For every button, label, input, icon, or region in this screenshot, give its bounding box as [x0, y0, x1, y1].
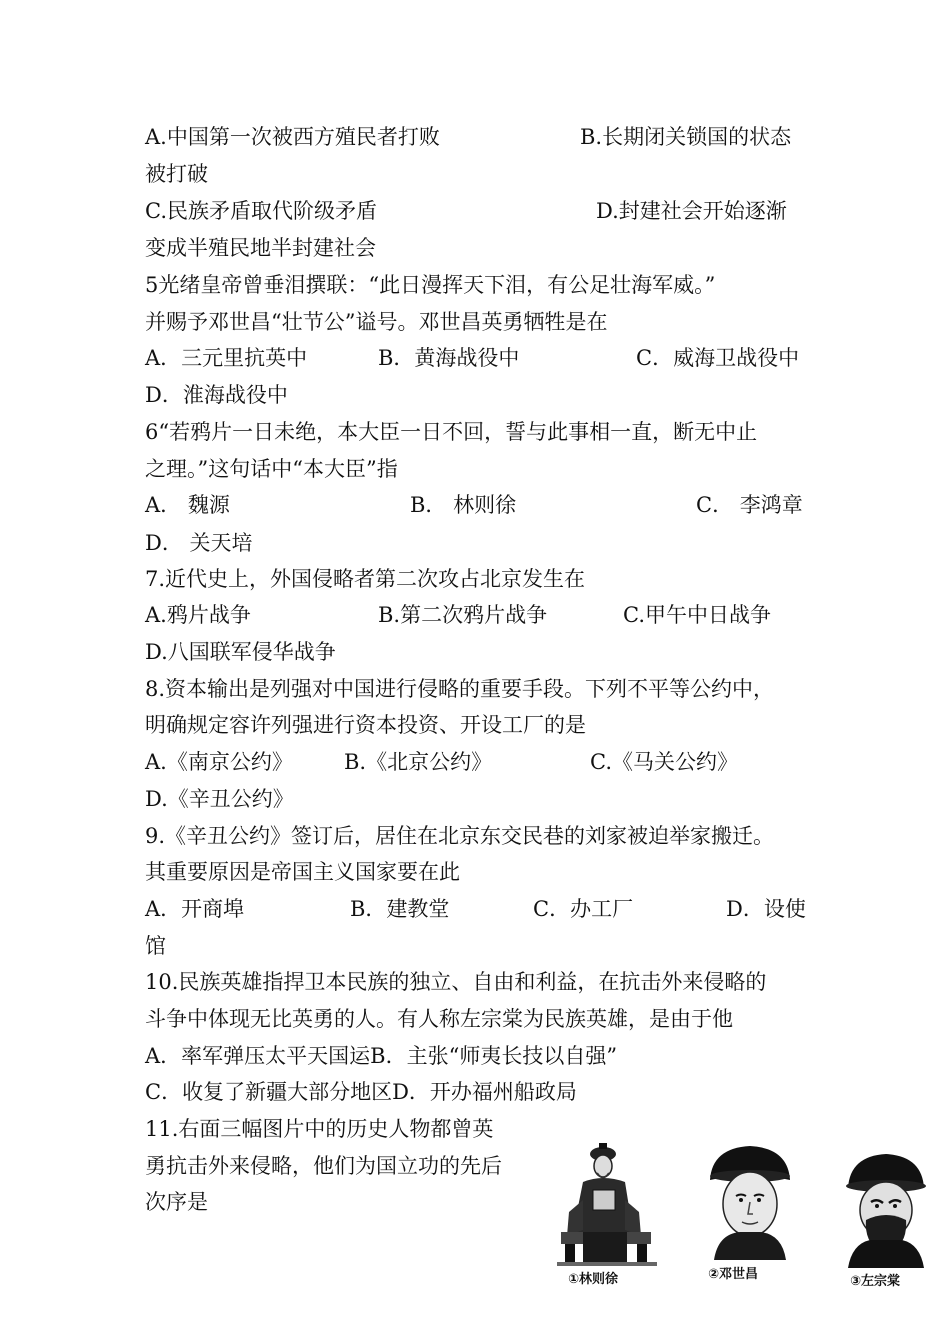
- q7-stem-line-1: 7.近代史上，外国侵略者第二次攻占北京发生在: [145, 567, 586, 591]
- caption-2: ②邓世昌: [708, 1267, 759, 1282]
- caption-1: ①林则徐: [568, 1272, 619, 1287]
- q5-stem-line-1: 5光绪皇帝曾垂泪撰联：“此日漫挥天下泪，有公足壮海军威。”: [145, 273, 716, 297]
- q8-stem-line-1: 8.资本输出是列强对中国进行侵略的重要手段。下列不平等公约中，: [145, 677, 775, 701]
- q5-option-b: B．黄海战役中: [378, 346, 520, 370]
- q5-option-a: A．三元里抗英中: [145, 346, 308, 370]
- q9-option-c: C．办工厂: [533, 897, 634, 921]
- q8-option-d: D.《辛丑公约》: [145, 787, 294, 811]
- q11-stem-line-3: 次序是: [145, 1190, 208, 1214]
- q4-option-b: B.长期闭关锁国的状态: [580, 125, 792, 149]
- q7-option-d: D.八国联军侵华战争: [145, 640, 336, 664]
- q10-stem-line-1: 10.民族英雄指捍卫本民族的独立、自由和利益，在抗击外来侵略的: [145, 970, 767, 994]
- q7-option-b: B.第二次鸦片战争: [378, 603, 548, 627]
- q9-option-d: D．设使: [726, 897, 806, 921]
- q5-option-d: D．淮海战役中: [145, 383, 288, 407]
- q5-stem-line-2: 并赐予邓世昌“壮节公”谥号。邓世昌英勇牺牲是在: [145, 310, 608, 334]
- caption-3: ③左宗棠: [850, 1274, 901, 1289]
- portrait-deng-shichang: [700, 1140, 800, 1260]
- q6-option-b: B． 林则徐: [410, 493, 517, 517]
- q6-option-d: D． 关天培: [145, 531, 253, 555]
- q8-option-c: C.《马关公约》: [590, 750, 738, 774]
- q9-option-a: A．开商埠: [145, 897, 245, 921]
- q4-option-a: A.中国第一次被西方殖民者打败: [145, 125, 440, 149]
- q10-stem-line-2: 斗争中体现无比英勇的人。有人称左宗棠为民族英雄，是由于他: [145, 1007, 733, 1031]
- portrait-zuo-zongtang: [836, 1148, 936, 1268]
- q11-stem-line-1: 11.右面三幅图片中的历史人物都曾英: [145, 1117, 494, 1141]
- q9-stem-line-1: 9.《辛丑公约》签订后，居住在北京东交民巷的刘家被迫举家搬迁。: [145, 824, 775, 848]
- q9-option-d-continued: 馆: [145, 934, 166, 958]
- q6-option-a: A． 魏源: [145, 493, 230, 517]
- q10-options-ab: A．率军弹压太平天国运B．主张“师夷长技以自强”: [145, 1044, 618, 1068]
- q8-option-b: B.《北京公约》: [344, 750, 493, 774]
- q8-option-a: A.《南京公约》: [145, 750, 293, 774]
- q4-option-c: C.民族矛盾取代阶级矛盾: [145, 199, 377, 223]
- q9-option-b: B．建教堂: [350, 897, 450, 921]
- q6-option-c: C． 李鸿章: [696, 493, 803, 517]
- q6-stem-line-1: 6“若鸦片一日未绝，本大臣一日不回，誓与此事相一直，断无中止: [145, 420, 758, 444]
- q11-stem-line-2: 勇抗击外来侵略，他们为国立功的先后: [145, 1154, 502, 1178]
- q10-options-cd: C．收复了新疆大部分地区D．开办福州船政局: [145, 1080, 577, 1104]
- q6-stem-line-2: 之理。”这句话中“本大臣”指: [145, 457, 398, 481]
- q7-option-a: A.鸦片战争: [145, 603, 251, 627]
- q5-option-c: C．威海卫战役中: [636, 346, 800, 370]
- q4-option-d-continued: 变成半殖民地半封建社会: [145, 236, 376, 260]
- q7-option-c: C.甲午中日战争: [623, 603, 771, 627]
- q9-stem-line-2: 其重要原因是帝国主义国家要在此: [145, 860, 460, 884]
- q4-option-b-continued: 被打破: [145, 162, 208, 186]
- q8-stem-line-2: 明确规定容许列强进行资本投资、开设工厂的是: [145, 713, 586, 737]
- q4-option-d: D.封建社会开始逐渐: [596, 199, 787, 223]
- portrait-lin-zexu: [553, 1140, 663, 1268]
